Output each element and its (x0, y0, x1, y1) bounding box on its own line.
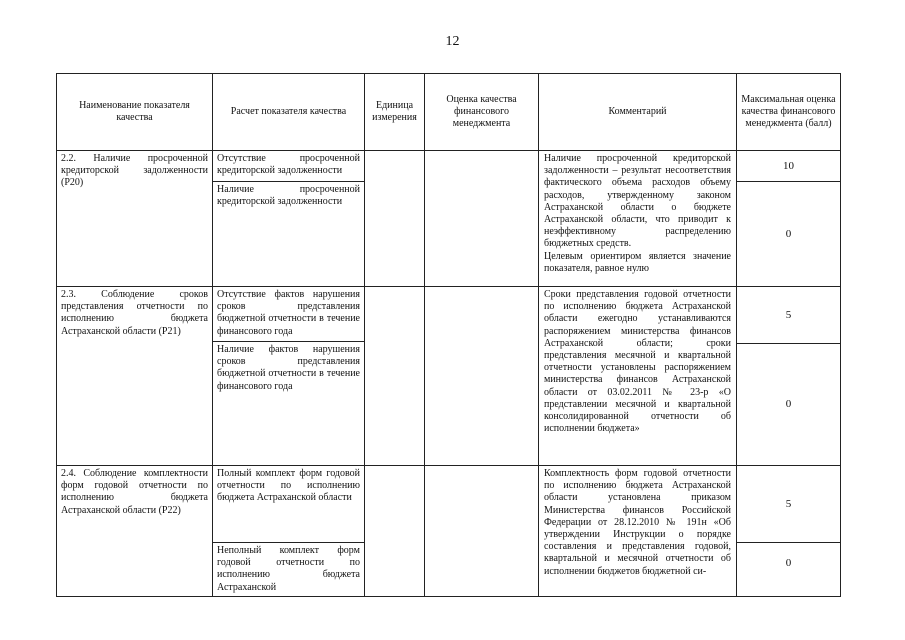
calc-option: Отсутствие фактов нарушения сроков представления бюджетной отчетности в течение финансового года (213, 287, 364, 342)
table-row (57, 466, 841, 597)
quality-indicators-table (56, 73, 841, 597)
comment-text: Наличие просроченной кредиторской задолженности – результат несоответствия фактического объема расходов объему расходов, утвержденному законом Астраханской области о бюджете Астраханской области, что приводит к неэффективному распределению бюджетных средств. (544, 153, 731, 250)
header-assessment: Оценка качества финансового менеджмента (425, 74, 539, 151)
unit-cell (365, 466, 425, 597)
score-value: 0 (785, 398, 792, 411)
header-calc: Расчет показателя качества (213, 74, 365, 151)
score-value: 5 (737, 287, 840, 344)
calc-option: Неполный комплект форм годовой отчетности по исполнению бюджета Астраханской (217, 545, 360, 593)
unit-cell (365, 151, 425, 287)
indicator-calc (213, 151, 365, 287)
comment-cell (539, 151, 737, 287)
page-number: 12 (445, 34, 460, 49)
assessment-cell (425, 287, 539, 466)
table-row (57, 287, 841, 466)
header-name: Наименование показателя качества (57, 74, 213, 151)
comment-text-target: Целевым ориентиром является значение показателя, равное нулю (544, 250, 731, 274)
score-value: 0 (785, 557, 792, 570)
indicator-name: 2.4. Соблюдение комплектности форм годовой отчетности по исполнению бюджета Астраханской области (Р22) (57, 466, 213, 597)
calc-option: Полный комплект форм годовой отчетности по исполнению бюджета Астраханской области (213, 466, 364, 543)
comment-text: Комплектность форм годовой отчетности по исполнению бюджета Астраханской области установлена приказом Министерства финансов Российской Федерации от 28.12.2010 № 191н «Об утверждении Инструкции о порядке составления и представления годовой, квартальной и месячной отчетности об исполнении бюджетов бюджетной си- (544, 468, 731, 577)
header-max-score: Максимальная оценка качества финансового менеджмента (балл) (737, 74, 841, 151)
indicator-calc (213, 287, 365, 466)
score-cell (737, 466, 841, 597)
comment-cell (539, 466, 737, 597)
table-header-row (57, 74, 841, 151)
header-comment: Комментарий (539, 74, 737, 151)
indicator-name: 2.2. Наличие просроченной кредиторской задолженности (Р20) (57, 151, 213, 287)
score-value: 5 (737, 466, 840, 543)
indicator-name: 2.3. Соблюдение сроков представления отчетности по исполнению бюджета Астраханской области (Р21) (57, 287, 213, 466)
comment-text: Сроки представления годовой отчетности по исполнению бюджета Астраханской области ежегодно устанавливаются распоряжением министерства финансов Астраханской области; сроки представления месячной и квартальной отчетности установлены распоряжением министерства финансов Астраханской области от 03.02.2011 № 23-р «О представлении месячной и квартальной консолидированной отчетности об исполнении бюджета» (544, 289, 731, 435)
score-value: 10 (737, 151, 840, 182)
score-cell (737, 287, 841, 466)
score-cell (737, 151, 841, 287)
calc-option: Наличие фактов нарушения сроков представления бюджетной отчетности в течение финансового года (217, 344, 360, 392)
table-row (57, 151, 841, 287)
score-value: 0 (785, 227, 792, 240)
assessment-cell (425, 151, 539, 287)
calc-option: Отсутствие просроченной кредиторской задолженности (213, 151, 364, 182)
comment-cell (539, 287, 737, 466)
header-unit: Единица измерения (365, 74, 425, 151)
calc-option: Наличие просроченной кредиторской задолженности (217, 184, 360, 208)
assessment-cell (425, 466, 539, 597)
unit-cell (365, 287, 425, 466)
indicator-calc (213, 466, 365, 597)
